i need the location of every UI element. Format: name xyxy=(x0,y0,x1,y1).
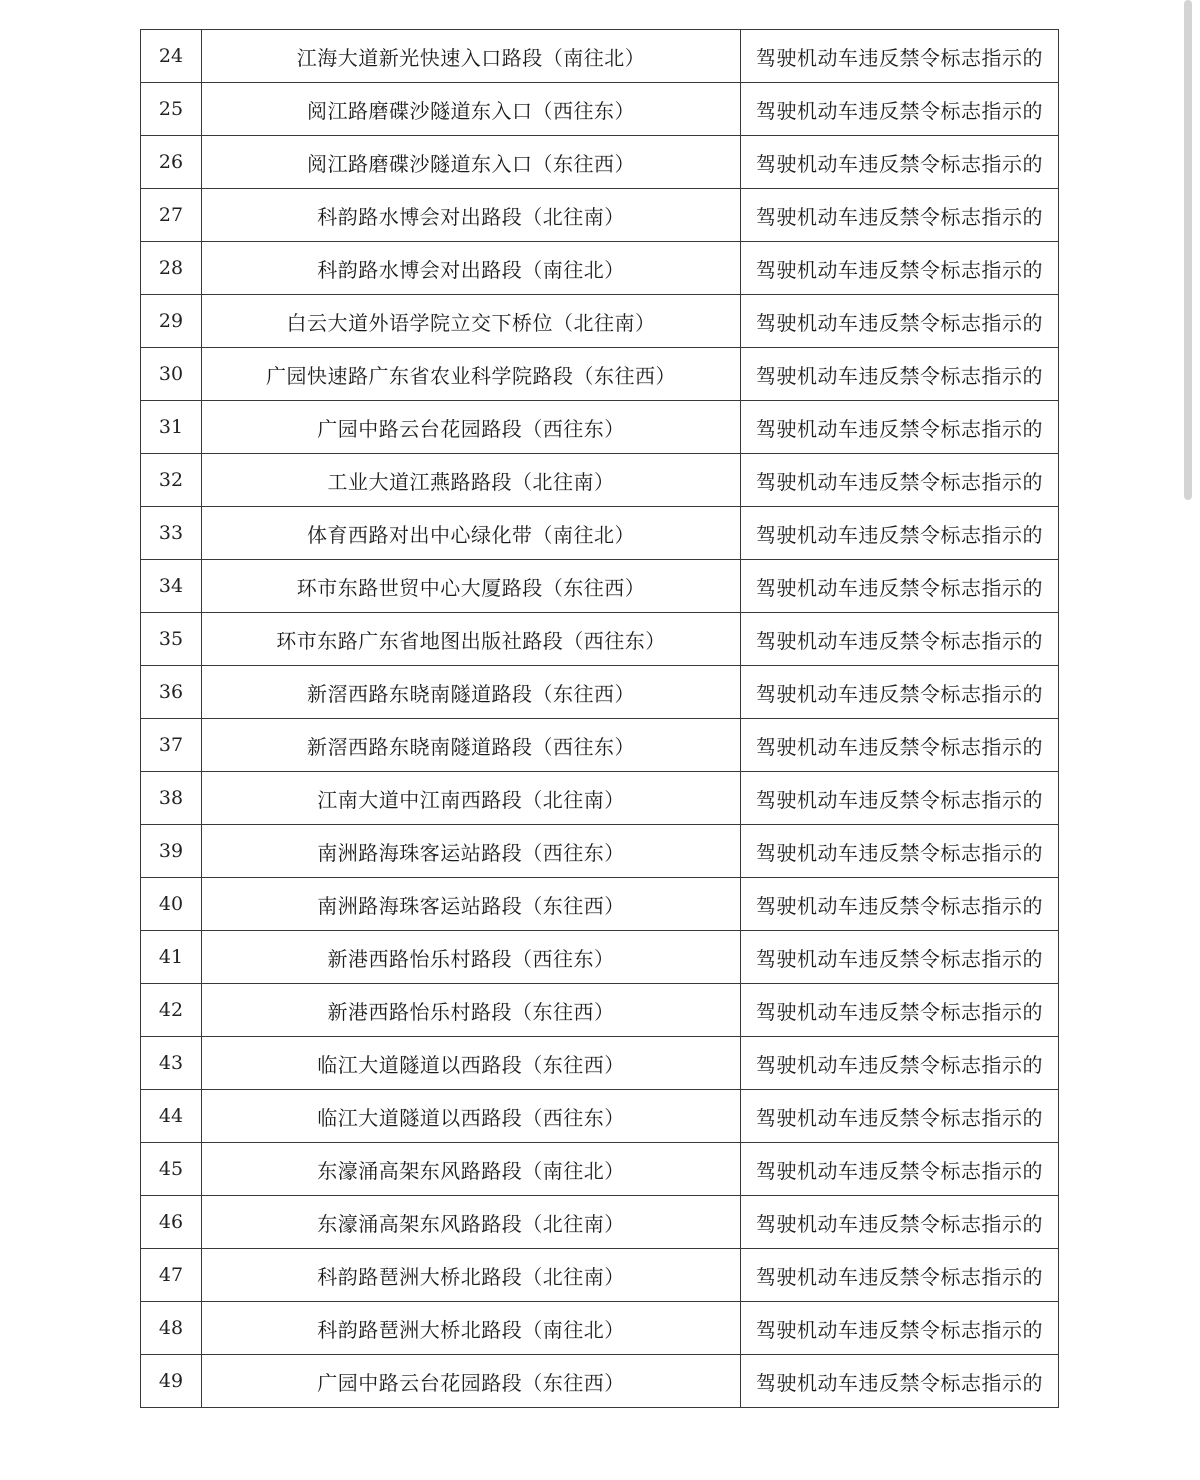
location-cell: 东濠涌高架东风路路段（南往北） xyxy=(202,1143,741,1196)
location-cell: 江海大道新光快速入口路段（南往北） xyxy=(202,30,741,83)
table-row xyxy=(141,719,1059,772)
location-cell: 科韵路琶洲大桥北路段（北往南） xyxy=(202,1249,741,1302)
violation-type-cell: 驾驶机动车违反禁令标志指示的 xyxy=(741,401,1059,454)
location-cell: 科韵路水博会对出路段（南往北） xyxy=(202,242,741,295)
violation-type-cell: 驾驶机动车违反禁令标志指示的 xyxy=(741,772,1059,825)
location-cell: 新滘西路东晓南隧道路段（西往东） xyxy=(202,719,741,772)
violation-type-cell: 驾驶机动车违反禁令标志指示的 xyxy=(741,1090,1059,1143)
table-row xyxy=(141,931,1059,984)
row-number-cell: 36 xyxy=(141,666,202,719)
violation-type-cell: 驾驶机动车违反禁令标志指示的 xyxy=(741,1302,1059,1355)
row-number-cell: 41 xyxy=(141,931,202,984)
violation-type-cell: 驾驶机动车违反禁令标志指示的 xyxy=(741,30,1059,83)
location-cell: 阅江路磨碟沙隧道东入口（东往西） xyxy=(202,136,741,189)
row-number-cell: 27 xyxy=(141,189,202,242)
row-number-cell: 34 xyxy=(141,560,202,613)
row-number-cell: 24 xyxy=(141,30,202,83)
location-cell: 科韵路水博会对出路段（北往南） xyxy=(202,189,741,242)
violation-type-cell: 驾驶机动车违反禁令标志指示的 xyxy=(741,507,1059,560)
row-number-cell: 49 xyxy=(141,1355,202,1408)
location-cell: 临江大道隧道以西路段（东往西） xyxy=(202,1037,741,1090)
location-cell: 南洲路海珠客运站路段（西往东） xyxy=(202,825,741,878)
location-cell: 环市东路世贸中心大厦路段（东往西） xyxy=(202,560,741,613)
location-cell: 南洲路海珠客运站路段（东往西） xyxy=(202,878,741,931)
location-cell: 白云大道外语学院立交下桥位（北往南） xyxy=(202,295,741,348)
table-row xyxy=(141,136,1059,189)
location-cell: 科韵路琶洲大桥北路段（南往北） xyxy=(202,1302,741,1355)
row-number-cell: 47 xyxy=(141,1249,202,1302)
row-number-cell: 44 xyxy=(141,1090,202,1143)
violation-type-cell: 驾驶机动车违反禁令标志指示的 xyxy=(741,1037,1059,1090)
table-row xyxy=(141,295,1059,348)
vertical-scrollbar[interactable] xyxy=(1184,0,1192,500)
violation-type-cell: 驾驶机动车违反禁令标志指示的 xyxy=(741,454,1059,507)
violation-type-cell: 驾驶机动车违反禁令标志指示的 xyxy=(741,189,1059,242)
row-number-cell: 29 xyxy=(141,295,202,348)
row-number-cell: 26 xyxy=(141,136,202,189)
location-cell: 江南大道中江南西路段（北往南） xyxy=(202,772,741,825)
violation-type-cell: 驾驶机动车违反禁令标志指示的 xyxy=(741,666,1059,719)
location-cell: 广园快速路广东省农业科学院路段（东往西） xyxy=(202,348,741,401)
violation-type-cell: 驾驶机动车违反禁令标志指示的 xyxy=(741,348,1059,401)
table-row xyxy=(141,772,1059,825)
row-number-cell: 25 xyxy=(141,83,202,136)
table-row xyxy=(141,401,1059,454)
violation-type-cell: 驾驶机动车违反禁令标志指示的 xyxy=(741,825,1059,878)
violation-locations-table xyxy=(140,29,1059,1408)
table-row xyxy=(141,1196,1059,1249)
violation-type-cell: 驾驶机动车违反禁令标志指示的 xyxy=(741,1249,1059,1302)
table-row xyxy=(141,1355,1059,1408)
table-row xyxy=(141,666,1059,719)
table-row xyxy=(141,83,1059,136)
location-cell: 阅江路磨碟沙隧道东入口（西往东） xyxy=(202,83,741,136)
location-cell: 环市东路广东省地图出版社路段（西往东） xyxy=(202,613,741,666)
table-row xyxy=(141,560,1059,613)
row-number-cell: 45 xyxy=(141,1143,202,1196)
violation-type-cell: 驾驶机动车违反禁令标志指示的 xyxy=(741,242,1059,295)
table-row xyxy=(141,454,1059,507)
table-row xyxy=(141,825,1059,878)
location-cell: 东濠涌高架东风路路段（北往南） xyxy=(202,1196,741,1249)
violation-type-cell: 驾驶机动车违反禁令标志指示的 xyxy=(741,83,1059,136)
location-cell: 广园中路云台花园路段（东往西） xyxy=(202,1355,741,1408)
table-row xyxy=(141,1037,1059,1090)
table-row xyxy=(141,242,1059,295)
violation-type-cell: 驾驶机动车违反禁令标志指示的 xyxy=(741,1355,1059,1408)
row-number-cell: 28 xyxy=(141,242,202,295)
table-row xyxy=(141,984,1059,1037)
row-number-cell: 46 xyxy=(141,1196,202,1249)
violation-type-cell: 驾驶机动车违反禁令标志指示的 xyxy=(741,1143,1059,1196)
violation-type-cell: 驾驶机动车违反禁令标志指示的 xyxy=(741,984,1059,1037)
row-number-cell: 33 xyxy=(141,507,202,560)
table-row xyxy=(141,1143,1059,1196)
violation-type-cell: 驾驶机动车违反禁令标志指示的 xyxy=(741,295,1059,348)
location-cell: 广园中路云台花园路段（西往东） xyxy=(202,401,741,454)
table-row xyxy=(141,30,1059,83)
violation-type-cell: 驾驶机动车违反禁令标志指示的 xyxy=(741,719,1059,772)
row-number-cell: 48 xyxy=(141,1302,202,1355)
table-row xyxy=(141,878,1059,931)
table-row xyxy=(141,189,1059,242)
violation-type-cell: 驾驶机动车违反禁令标志指示的 xyxy=(741,136,1059,189)
location-cell: 体育西路对出中心绿化带（南往北） xyxy=(202,507,741,560)
row-number-cell: 30 xyxy=(141,348,202,401)
row-number-cell: 32 xyxy=(141,454,202,507)
location-cell: 工业大道江燕路路段（北往南） xyxy=(202,454,741,507)
table-row xyxy=(141,1302,1059,1355)
table-row xyxy=(141,507,1059,560)
row-number-cell: 39 xyxy=(141,825,202,878)
table-body xyxy=(141,30,1059,1408)
location-cell: 临江大道隧道以西路段（西往东） xyxy=(202,1090,741,1143)
violation-type-cell: 驾驶机动车违反禁令标志指示的 xyxy=(741,1196,1059,1249)
row-number-cell: 38 xyxy=(141,772,202,825)
row-number-cell: 40 xyxy=(141,878,202,931)
violation-type-cell: 驾驶机动车违反禁令标志指示的 xyxy=(741,613,1059,666)
violation-type-cell: 驾驶机动车违反禁令标志指示的 xyxy=(741,931,1059,984)
table-row xyxy=(141,1249,1059,1302)
table-row xyxy=(141,348,1059,401)
location-cell: 新港西路怡乐村路段（东往西） xyxy=(202,984,741,1037)
location-cell: 新港西路怡乐村路段（西往东） xyxy=(202,931,741,984)
row-number-cell: 42 xyxy=(141,984,202,1037)
location-cell: 新滘西路东晓南隧道路段（东往西） xyxy=(202,666,741,719)
row-number-cell: 37 xyxy=(141,719,202,772)
row-number-cell: 31 xyxy=(141,401,202,454)
row-number-cell: 43 xyxy=(141,1037,202,1090)
violation-type-cell: 驾驶机动车违反禁令标志指示的 xyxy=(741,878,1059,931)
table-row xyxy=(141,613,1059,666)
table-row xyxy=(141,1090,1059,1143)
violation-type-cell: 驾驶机动车违反禁令标志指示的 xyxy=(741,560,1059,613)
row-number-cell: 35 xyxy=(141,613,202,666)
